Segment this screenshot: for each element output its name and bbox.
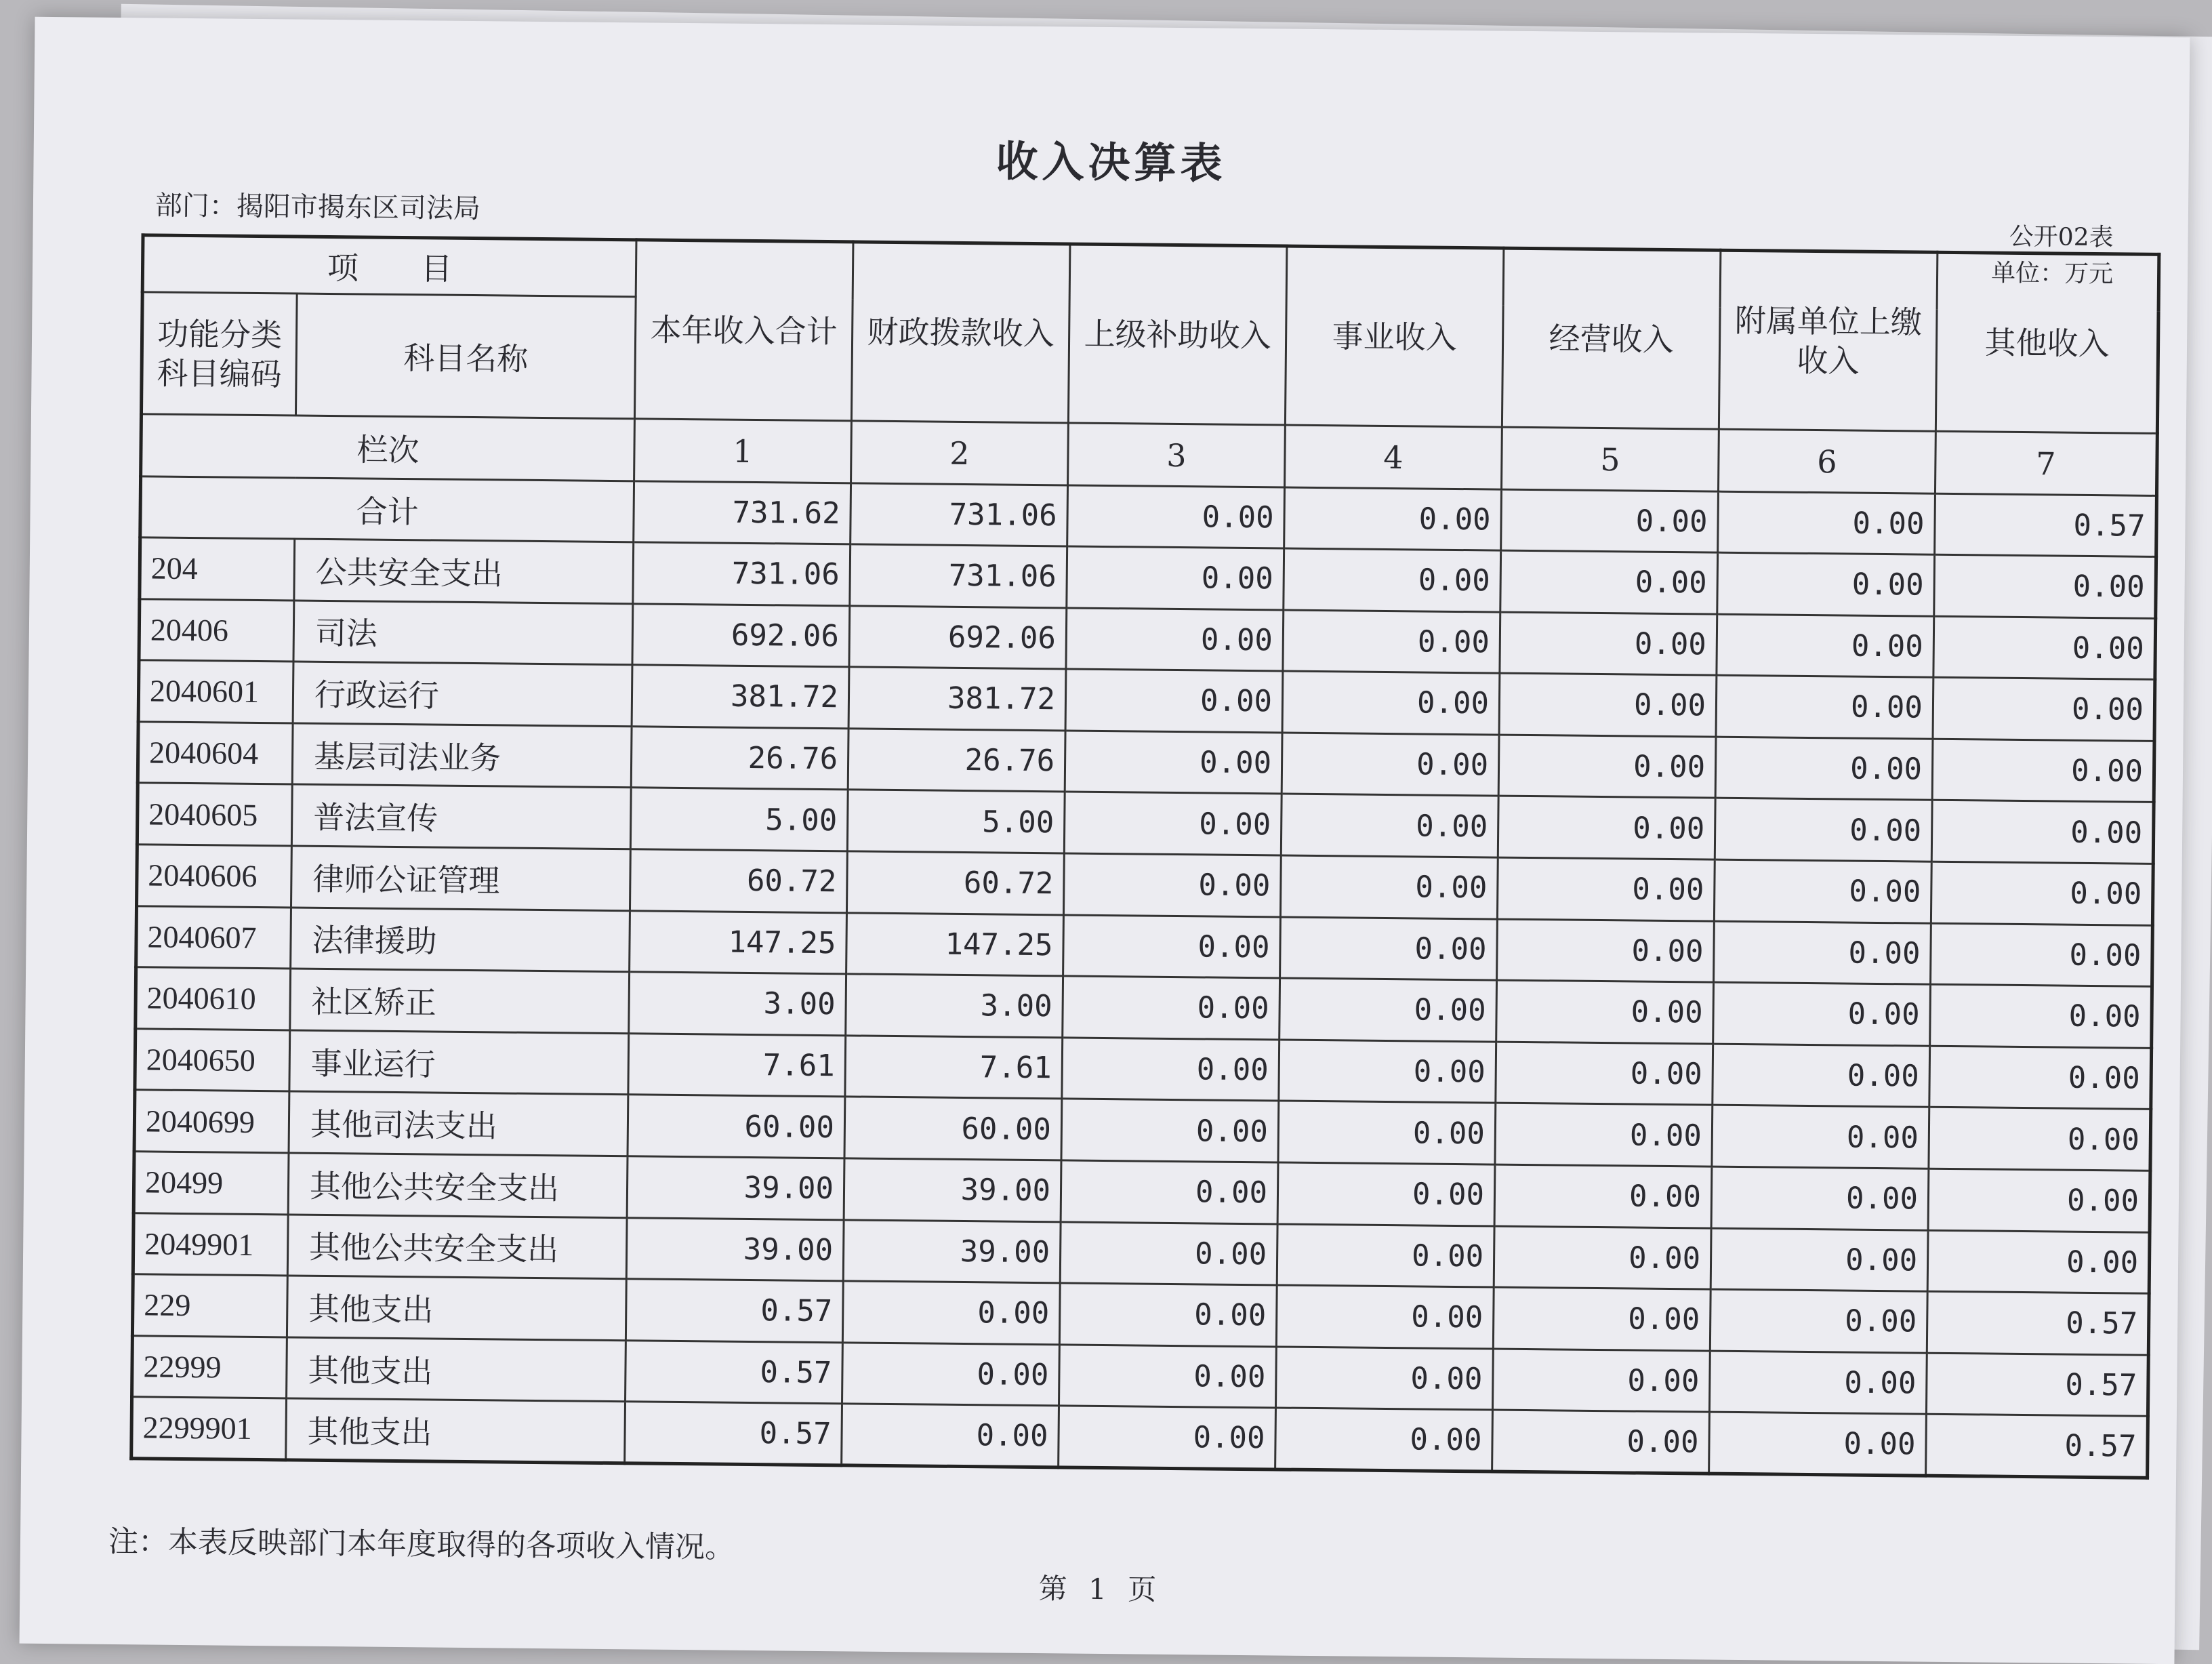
amount-cell: 0.00 — [1709, 1412, 1927, 1476]
amount-cell: 0.00 — [1277, 1224, 1494, 1288]
amount-cell: 0.00 — [1279, 1040, 1496, 1103]
amount-cell: 0.00 — [1498, 735, 1716, 798]
page-number: 第 1 页 — [1038, 1572, 1157, 1606]
subject-name-cell: 司法 — [293, 601, 633, 665]
amount-cell: 0.00 — [1064, 792, 1282, 855]
amount-cell: 0.00 — [1062, 1038, 1279, 1101]
amount-cell: 0.00 — [1282, 733, 1499, 796]
amount-cell: 0.00 — [1496, 980, 1714, 1044]
row-index-label: 栏次 — [141, 414, 635, 481]
total-label: 合计 — [140, 476, 634, 542]
amount-cell: 60.00 — [844, 1097, 1062, 1160]
amount-cell: 0.00 — [1060, 1221, 1277, 1285]
col-header-3: 上级补助收入 — [1068, 244, 1287, 425]
amount-cell: 0.00 — [842, 1281, 1060, 1345]
func-code-cell: 229 — [132, 1274, 287, 1337]
col-number: 5 — [1501, 427, 1719, 491]
amount-cell: 7.61 — [628, 1034, 846, 1097]
amount-cell: 0.00 — [1494, 1164, 1712, 1228]
amount-cell: 0.00 — [1712, 1105, 1929, 1169]
amount-cell: 5.00 — [630, 788, 848, 851]
income-table — [129, 233, 2160, 1479]
amount-cell: 692.06 — [632, 603, 850, 667]
amount-cell: 0.00 — [1715, 798, 1932, 862]
total-value: 731.06 — [851, 483, 1068, 546]
amount-cell: 692.06 — [849, 605, 1067, 669]
func-code-cell: 2040601 — [138, 660, 293, 723]
subject-name-cell: 其他公共安全支出 — [287, 1214, 627, 1278]
amount-cell: 0.00 — [1278, 1101, 1496, 1164]
amount-cell: 381.72 — [848, 667, 1066, 731]
col-number: 7 — [1935, 431, 2157, 495]
item-header: 项 目 — [142, 235, 636, 297]
amount-cell: 0.57 — [1926, 1414, 2148, 1478]
amount-cell: 0.00 — [1281, 794, 1498, 857]
amount-cell: 0.00 — [1716, 675, 1933, 739]
amount-cell: 7.61 — [845, 1036, 1063, 1099]
amount-cell: 0.57 — [626, 1340, 843, 1404]
form-code: 公开02表 — [2009, 222, 2114, 252]
col-header-2: 财政拨款收入 — [851, 242, 1070, 423]
col-header-1: 本年收入合计 — [634, 240, 853, 421]
amount-cell: 60.00 — [628, 1095, 845, 1158]
amount-cell: 0.00 — [1275, 1347, 1493, 1411]
amount-cell: 0.00 — [1498, 796, 1715, 859]
amount-cell: 0.00 — [1059, 1345, 1276, 1408]
department-label: 部门：揭阳市揭东区司法局 — [155, 190, 481, 225]
amount-cell: 0.57 — [1927, 1291, 2149, 1355]
amount-cell: 60.72 — [846, 851, 1064, 915]
amount-cell: 0.00 — [1931, 800, 2154, 864]
subject-name-header: 科目名称 — [295, 293, 636, 419]
total-value: 731.62 — [634, 481, 851, 544]
col-header-7: 其他收入 — [1936, 252, 2159, 433]
footnote: 注：本表反映部门本年度取得的各项收入情况。 — [108, 1524, 735, 1565]
amount-cell: 0.00 — [1933, 616, 2156, 680]
amount-cell: 5.00 — [847, 790, 1065, 853]
amount-cell: 147.25 — [630, 910, 847, 974]
amount-cell: 0.00 — [1717, 614, 1934, 678]
col-header-4: 事业收入 — [1285, 246, 1504, 427]
amount-cell: 3.00 — [846, 974, 1063, 1038]
amount-cell: 0.00 — [1497, 857, 1715, 921]
amount-cell: 39.00 — [627, 1156, 844, 1220]
amount-cell: 0.00 — [1713, 1044, 1930, 1108]
amount-cell: 39.00 — [843, 1219, 1061, 1283]
amount-cell: 381.72 — [632, 665, 849, 729]
amount-cell: 0.00 — [1931, 923, 2153, 987]
col-header-6: 附属单位上缴收入 — [1719, 250, 1938, 431]
amount-cell: 0.00 — [842, 1404, 1059, 1467]
amount-cell: 731.06 — [850, 544, 1067, 608]
unit-label: 单位：万元 — [1990, 259, 2114, 289]
amount-cell: 0.00 — [1715, 737, 1933, 800]
subject-name-cell: 其他支出 — [287, 1337, 626, 1402]
amount-cell: 0.00 — [1933, 677, 2155, 741]
func-code-cell: 22999 — [132, 1335, 287, 1398]
func-code-cell: 2040650 — [135, 1029, 290, 1092]
func-code-cell: 204 — [140, 537, 295, 601]
amount-cell: 0.00 — [1493, 1287, 1711, 1351]
amount-cell: 731.06 — [633, 542, 851, 606]
amount-cell: 0.00 — [1282, 671, 1500, 735]
amount-cell: 0.00 — [1061, 1099, 1279, 1162]
amount-cell: 0.00 — [842, 1343, 1060, 1406]
subject-name-cell: 基层司法业务 — [292, 723, 632, 788]
amount-cell: 0.00 — [1497, 919, 1715, 983]
subject-name-cell: 其他支出 — [286, 1398, 626, 1463]
subject-name-cell: 社区矫正 — [290, 969, 630, 1033]
amount-cell: 0.00 — [1500, 612, 1717, 676]
amount-cell: 0.57 — [1926, 1353, 2148, 1417]
col-number: 3 — [1068, 423, 1286, 487]
amount-cell: 0.00 — [1275, 1408, 1493, 1472]
func-code-cell: 20406 — [139, 598, 294, 662]
amount-cell: 39.00 — [844, 1158, 1061, 1222]
amount-cell: 0.00 — [1714, 859, 1931, 923]
amount-cell: 39.00 — [626, 1217, 844, 1281]
amount-cell: 0.00 — [1495, 1103, 1713, 1166]
col-number: 4 — [1285, 425, 1502, 489]
amount-cell: 0.00 — [1713, 982, 1931, 1046]
amount-cell: 0.00 — [1065, 669, 1283, 733]
func-code-cell: 2040604 — [138, 722, 293, 785]
amount-cell: 0.00 — [1279, 978, 1497, 1042]
amount-cell: 0.00 — [1929, 1108, 2151, 1171]
amount-cell: 0.00 — [1492, 1410, 1710, 1474]
subject-name-cell: 其他司法支出 — [289, 1091, 628, 1156]
amount-cell: 0.00 — [1932, 739, 2154, 803]
amount-cell: 147.25 — [846, 912, 1064, 976]
amount-cell: 0.00 — [1063, 976, 1280, 1040]
amount-cell: 0.00 — [1063, 853, 1281, 917]
func-code-header: 功能分类科目编码 — [141, 292, 297, 415]
col-number: 1 — [634, 419, 852, 483]
total-value: 0.00 — [1718, 491, 1936, 554]
subject-name-cell: 法律援助 — [291, 908, 630, 972]
amount-cell: 0.00 — [1063, 914, 1281, 978]
subject-name-cell: 其他公共安全支出 — [288, 1153, 628, 1217]
total-value: 0.00 — [1501, 489, 1719, 552]
amount-cell: 26.76 — [848, 729, 1065, 792]
amount-cell: 0.00 — [1280, 917, 1498, 981]
amount-cell: 0.00 — [1276, 1285, 1494, 1349]
col-number: 6 — [1718, 429, 1936, 493]
amount-cell: 0.00 — [1500, 550, 1718, 614]
amount-cell: 0.00 — [1928, 1169, 2150, 1232]
amount-cell: 0.00 — [1930, 984, 2152, 1048]
total-value: 0.57 — [1935, 493, 2157, 556]
total-value: 0.00 — [1284, 487, 1502, 550]
amount-cell: 0.00 — [1065, 731, 1282, 794]
amount-cell: 0.00 — [1492, 1349, 1710, 1413]
amount-cell: 0.00 — [1280, 855, 1498, 919]
amount-cell: 0.57 — [625, 1402, 842, 1465]
amount-cell: 0.00 — [1496, 1042, 1713, 1105]
amount-cell: 0.00 — [1717, 552, 1935, 616]
amount-cell: 0.00 — [1929, 1046, 2152, 1110]
func-code-cell: 20499 — [134, 1152, 289, 1215]
amount-cell: 0.00 — [1931, 861, 2153, 925]
amount-cell: 0.00 — [1709, 1351, 1927, 1415]
amount-cell: 0.00 — [1066, 608, 1284, 672]
col-number: 2 — [851, 421, 1069, 485]
func-code-cell: 2040607 — [136, 906, 291, 969]
func-code-cell: 2049901 — [133, 1213, 288, 1276]
func-code-cell: 2040610 — [136, 967, 291, 1030]
subject-name-cell: 行政运行 — [293, 662, 632, 726]
amount-cell: 0.00 — [1059, 1283, 1277, 1347]
amount-cell: 26.76 — [631, 727, 848, 790]
amount-cell: 0.00 — [1059, 1406, 1276, 1469]
func-code-cell: 2299901 — [131, 1397, 287, 1460]
func-code-cell: 2040699 — [134, 1090, 289, 1153]
col-header-5: 经营收入 — [1502, 248, 1721, 429]
amount-cell: 0.00 — [1067, 546, 1284, 610]
document-page — [20, 17, 2190, 1664]
func-code-cell: 2040606 — [137, 845, 292, 908]
func-code-cell: 2040605 — [137, 783, 292, 846]
amount-cell: 0.00 — [1927, 1230, 2150, 1294]
page-title: 收入决算表 — [996, 136, 1227, 188]
amount-cell: 0.00 — [1714, 921, 1931, 985]
amount-cell: 0.00 — [1499, 673, 1717, 737]
amount-cell: 0.00 — [1711, 1228, 1928, 1292]
amount-cell: 60.72 — [630, 849, 847, 913]
subject-name-cell: 公共安全支出 — [294, 539, 634, 603]
amount-cell: 0.00 — [1283, 610, 1500, 674]
subject-name-cell: 其他支出 — [287, 1276, 626, 1340]
amount-cell: 0.00 — [1494, 1226, 1711, 1290]
amount-cell: 0.00 — [1711, 1166, 1929, 1230]
subject-name-cell: 律师公证管理 — [291, 846, 630, 910]
subject-name-cell: 普法宣传 — [291, 784, 631, 849]
total-value: 0.00 — [1067, 485, 1285, 548]
subject-name-cell: 事业运行 — [289, 1030, 629, 1095]
amount-cell: 0.00 — [1934, 554, 2156, 618]
amount-cell: 3.00 — [629, 972, 846, 1036]
amount-cell: 0.00 — [1710, 1289, 1927, 1353]
amount-cell: 0.57 — [626, 1279, 843, 1343]
amount-cell: 0.00 — [1284, 548, 1501, 612]
amount-cell: 0.00 — [1061, 1160, 1278, 1224]
amount-cell: 0.00 — [1277, 1162, 1495, 1226]
